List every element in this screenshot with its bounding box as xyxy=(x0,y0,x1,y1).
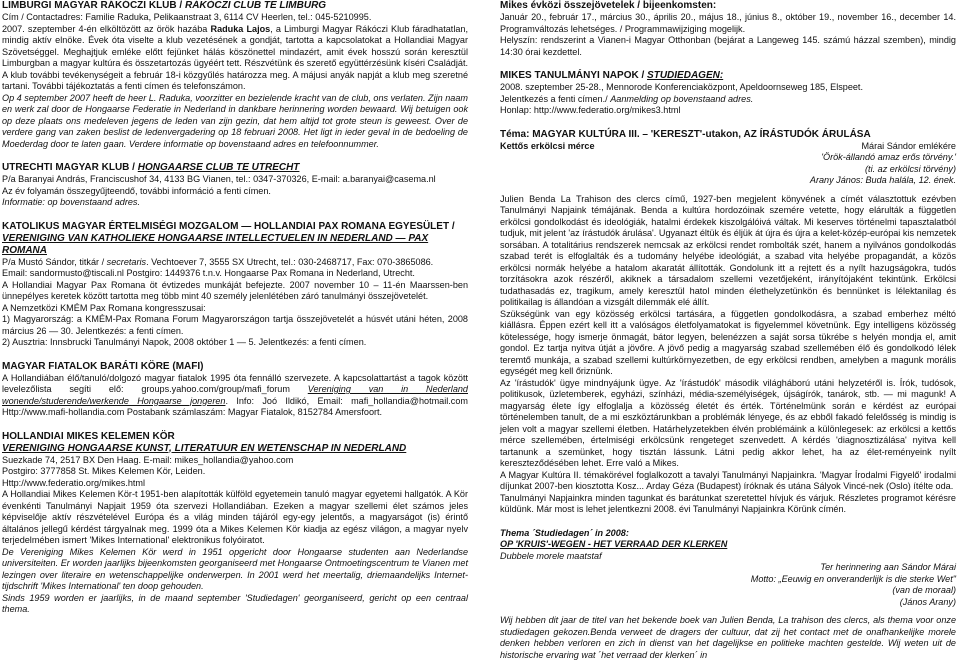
theme-subtitle-row xyxy=(500,141,956,153)
left-column xyxy=(2,0,468,616)
mikes-meetings-dates: Január 20., február 17., március 30., április 20., május 18., június 8., október 19., november 16., december 14. Programváltozás lehetséges. / Programmawijziging mogelijk. xyxy=(500,12,956,34)
utrecht-address: P/a Baranyai András, Franciscushof 34, 4133 BG Vianen, tel.: 0347-370326, E-mail: a.baranyai@casema.nl xyxy=(2,174,436,184)
theme-title: Téma: MAGYAR KULTÚRA III. – 'KERESZT'-utakon, AZ ÍRÁSTUDÓK ÁRULÁSA xyxy=(500,128,871,140)
theme-quote-note: (ti. az erkölcsi törvény) xyxy=(865,163,956,174)
benda-paragraph-5: Tanulmányi Napjainkra minden tagunkat és barátunkat szeretettel hívjuk és várjuk. Részletes programot kérésre küldünk. Már most is lehet jelentkezni 2008. évi Tanulmányi Napjainkra Körünk címén. xyxy=(500,492,956,514)
thema-motto: Motto: „Eeuwig en onveranderlijk is die sterke Wet" xyxy=(750,573,956,584)
right-column xyxy=(500,0,956,661)
theme-quote: 'Örök-állandó amaz erős törvény.' xyxy=(821,152,956,162)
mikes-meetings-heading: Mikes évközi összejövetelek / bijeenkomsten: xyxy=(500,0,717,11)
study-days-venue: 2008. szeptember 25-28., Mennorode Konferenciaközpont, Apeldoornseweg 185, Elspeet. xyxy=(500,82,863,92)
limburg-heading-dutch: RÁKÓCZI CLUB TE LIMBURG xyxy=(184,0,327,11)
thema-motto-source: (János Arany) xyxy=(899,596,956,607)
limburg-heading: LIMBURGI MAGYAR RÁKÓCZI KLUB / RÁKÓCZI CLUB TE LIMBURG xyxy=(2,0,327,11)
study-days-registration: Jelentkezés a fenti címen./ Aanmelding op bovenstaand adres. xyxy=(500,93,754,104)
mikes-text-nl: De Vereniging Mikes Kelemen Kör werd in 1951 opgericht door Hongaarse studenten aan Nederlandse universiteiten. Er worden jaarlijks bijeenkomsten georganiseerd met Hongaarse Ontmoetingscentrum te Vianen met lezingen over literaire en wetenschappelijke onderwerpen. In 2001 werd het meertalig, driemaandelijks Internet-tijdschrift 'Mikes International' ten doop gehouden. xyxy=(2,546,468,591)
thema-dedication: Ter herinnering aan Sándor Márai xyxy=(820,562,956,572)
thema-motto-note: (van de moraal) xyxy=(892,585,956,595)
utrecht-info-nl: Informatie: op bovenstaand adres. xyxy=(2,197,141,207)
katolikus-heading: KATOLIKUS MAGYAR ÉRTELMISÉGI MOZGALOM — HOLLANDIAI PAX ROMANA EGYESÜLET / VERENIGING VAN KATHOLIEKE HONGAARSE INTELLECTUELEN IN NEDERLAND — PAX ROMANA xyxy=(2,220,455,256)
study-days-homepage: Honlap: http://www.federatio.org/mikes3.html xyxy=(500,105,681,115)
benda-paragraph-4: A Magyar Kultúra II. témakörével foglalkozott a tavalyi Tanulmányi Napjainkra. 'Magyar Írodalmi Figyelő' irodalmi díjunkat 2007-ben kiosztotta Kosz... Arday Géza (Budapest) íróknak és utána Sályok Vincé-nek (Oslo) ítélte oda. xyxy=(500,469,956,491)
theme-quote-source: Arany János: Buda halála, 12. ének. xyxy=(809,175,956,185)
mikes-website: Http://www.federatio.org/mikes.html xyxy=(2,477,146,488)
benda-paragraph-2: Szükségünk van egy közösség erkölcsi tartására, a független gondolkodásra, a szabad emberhez méltó kiállásra. Éppen ezért kell itt a valóságos életfolyamatokat is figyelemmel követnünk. Egy intelligens közösség kötelessége, hogy ismerje önmagát, bátor legyen, belenézzen a saját sorsa tükrébe s helyén mondja el, amit gondol. Ez tartja nyitva útját a jövőre. A jövő pedig a magyarság szabad szellemében élő és gondolkodó lélek teremtő munkája, a szabad szellemi kultúrkörnyezetben, de egy erkölcsi rendben, amelyben a magunk morális egységét meg kell őriznünk. xyxy=(500,308,956,376)
limburg-text-nl: Op 4 september 2007 heeft de heer L. Raduka, voorzitter en bezielende kracht van de club, ons verlaten. Zijn naam en werk zal door de Hongaarse Federatie in Nederland in dankbare herinnering worden bewaard. Wij betuigen ook op deze plaats ons medeleven jegens de leden van zijn gezin, dat hem altijd tot grote steun is geweest. Over de verdere gang van zaken beslist de ledenvergadering op 18 februari 2008. Het ligt in ieder geval in de bedoeling de Moederdag door te laten gaan. Verdere informatie op bovenstaand adres en telefoonnummer. xyxy=(2,92,468,149)
mikes-meetings-location: Helyszín: rendszerint a Vianen-i Magyar Otthonban (bejárat a Langeweg 145. számú házzal szemben), mindig 14:30 órai kezdettel. xyxy=(500,35,956,57)
limburg-contact: Cím / Contactadres: Familie Raduka, Pelikaanstraat 3, 6114 CV Heerlen, tel.: 045-5210995. xyxy=(2,12,372,22)
mikes-postgiro: Postgiro: 3777858 St. Mikes Kelemen Kör, Leiden. xyxy=(2,466,206,476)
mikes-text-nl-2: Sinds 1959 worden er jaarlijks, in de maand september 'Studiedagen' georganiseerd, gericht op een centraal thema. xyxy=(2,592,468,614)
mikes-heading: HOLLANDIAI MIKES KELEMEN KÖR xyxy=(2,430,175,442)
katolikus-congress-heading: A Nemzetközi KMÉM Pax Romana kongresszusai: xyxy=(2,302,206,313)
theme-dedication: Márai Sándor emlékére xyxy=(861,140,956,151)
mafi-heading: MAGYAR FIATALOK BARÁTI KÖRE (MAFI) xyxy=(2,360,204,372)
thema-subtitle: Dubbele morele maatstaf xyxy=(500,550,602,561)
benda-paragraph-1: Julien Benda La Trahison des clercs című, 1927-ben megjelent könyvének a címét választottuk ezévben Tanulmányi Napjaink témájának. Benda a kultúra hordozóinak szemére vetette, hogy elárulták a független erkölcsi gondolkodást és ideológiák, hatalmi érdekek kiszolgálóivá váltak. Mi keserves történelmi tapasztalatból tudjuk, mit jelent 'az írástudók árulása'. Ugyanazt éltük és éljük át újra és újra a kelet-közép-európai kis nemzetek sorsában. A totalitárius rendszerek nemcsak az erkölcsi rendet rombolták szét, hanem a nyilvános gondolkodás szabad terét is elfoglalták és a tudomány helyébe ideológiát, a szabad vita helyébe propagandát, a közös erkölcsi normák helyébe a hatalom akaratát állították. Gondolunk itt a rejtett és a nyílt hazugságokra, tudós torzításokra azok részéről, akiknek a társadalom szellemi vezetőjeként, irányítójaként tekintünk. Erkölcsi tudathasadás ez, tragikum, amely keresztül hatol minden élethelyzetünkön és bennünket is lélektanilag és politikailag is állandóan a vizsgált dilemmák elé állít. xyxy=(500,193,956,307)
katolikus-congress-2: 2) Ausztria: Innsbrucki Tanulmányi Napok, 2008 október 1 — 5. Jelentkezés: a fenti címen. xyxy=(2,337,367,347)
katolikus-text: A Hollandiai Magyar Pax Romana öt évtizedes munkáját befejezte. 2007 november 10 – 11-én Maarssen-ben ünnepélyes keretek között tartotta meg több mint 40 személy jelenlétében záró tanulmányi összejövetelét. xyxy=(2,279,468,301)
thema-heading: Thema ´Studiedagen´ in 2008: xyxy=(500,527,629,538)
mikes-text-hu: A Hollandiai Mikes Kelemen Kör-t 1951-ben alapították külföld egyetemein tanuló magyar egyetemi hallgatók. A Kör évenkénti Tanulmányi Napjait 1959 óta szervezi Hollandiában. Ezeken a magyar szellemi élet számos jeles képviselője aktív részvételével Európa és a világ minden tájáról egy-egy jelentős, a magyarságot (is) érintő általános jellegű kérdést tárgyalnak meg. 1999 óta a Mikes Kelemen Kör kiadja az egész világon, a magyar nyelv terjedelmében ismert 'Mikes International' elektronikus folyóiratot. xyxy=(2,489,468,545)
mafi-text: A Hollandiában élő/tanuló/dolgozó magyar fiatalok 1995 óta fennálló szervezete. A kapcsolattartást a tagok között levelezőlista segíti elő: groups.yahoo.com/group/mafi_forum Vereniging van in Nederland wonende/studerende/werkende Hongaarse jongeren. Info: Joó Ildikó, Email: mafi_hollandia@hotmail.com Http://www.mafi-hollandia.com Postabank számlaszám: Magyar Fiatalok, 8152784 Amersfoort. xyxy=(2,372,468,417)
katolikus-address: P/a Mustó Sándor, titkár / secretaris. Vechtoever 7, 3555 SX Utrecht, tel.: 030-2468717, Fax: 070-3865086. xyxy=(2,256,434,267)
limburg-text-hu: 2007. szeptember 4-én elköltözött az örök hazába Raduka Lajos, a Limburgi Magyar Rákóczi Klub fáradhatatlan, mindig aktív elnöke. Évek óta viselte a klub vezetésének a gondját, tartotta a kapcsolatokat a Hollandiai Magyar Szövetséggel. Meghajtjuk emléke előtt fejünket hálás köszönettel mindazért, amit évek hosszú során keresztül Limburgban a magyar kultúra és összetartozás ügyéért tett. Részvétünk és szerető együttérzésünk kíséri Családját. A klub további tevékenységeit a február 18-i közgyűlés határozza meg. A májusi anyák napját a klub meg szeretné tartani. További tájékoztatás a fenti címen és telefonszámon. xyxy=(2,23,468,91)
utrecht-info-hu: Az év folyamán összegyűjteendő, további információ a fenti címen. xyxy=(2,185,271,196)
utrecht-heading: UTRECHTI MAGYAR KLUB / HONGAARSE CLUB TE UTRECHT xyxy=(2,162,300,173)
thema-text-nl: Wij hebben dit jaar de titel van het bekende boek van Julien Benda, La trahison des clercs, als thema voor onze studiedagen gekozen.Benda verweet de dragers der cultuur, dat zij het contact met de onafhankelijke morele denken hebben verloren en zich in dienst van het dagelijkse en politieke machten gestelde. Wij weten uit de historische ervaring wat ´het verraad der klerken´ in xyxy=(500,615,956,660)
katolikus-email: Email: sandormusto@tiscali.nl Postgiro: 1449376 t.n.v. Hongaarse Pax Romana in Nederland, Utrecht. xyxy=(2,268,415,278)
mikes-address: Suezkade 74, 2517 BX Den Haag. E-mail: mikes_hollandia@yahoo.com xyxy=(2,454,294,465)
study-days-heading: MIKES TANULMÁNYI NAPOK / STUDIEDAGEN: xyxy=(500,70,724,81)
theme-subtitle: Kettős erkölcsi mérce xyxy=(500,140,595,151)
mikes-heading-dutch: VERENIGING HONGAARSE KUNST, LITERATUUR EN WETENSCHAP IN NEDERLAND xyxy=(2,442,407,454)
thema-title: OP 'KRUIS'-WEGEN - HET VERRAAD DER KLERKEN xyxy=(500,539,728,549)
benda-paragraph-3: Az 'írástudók' ügye mindnyájunk ügye. Az 'írástudók' második világháború utáni helyzetéről is. Írók, tudósok, politikusok, üzletemberek, egyházi, színházi, média-személyiségek, újságírók, tanárok, stb. — mi magunk! A magyarság élete így elfoglalja a közösség életét és érték. Történelmünk során e kérdést az európai történelemben tanult, de a mi eszköztárunkban a problémák lényege, és az ebből fakadó felelősség is mindig is jelen volt a magyar szellemi életben. Határhelyzetekben élvén problémáink a különlegesek: az erkölcsi a kettős mérce szellemében, értelmiségi erkölcsünk rengeteget szenvedett. A kérdés 'diagnosztizálása' nyitva kell tartanunk a szemünket, hogy tisztán lássunk. Látni pedig akkor lehet, ha az élet-reményeink nyílt kereszteződésében lehet. Erre való a Mikes. xyxy=(500,377,956,468)
katolikus-congress-1: 1) Magyarország: a KMÉM-Pax Romana Forum Magyarországon tartja összejövetelét a húsvét utáni héten, 2008 március 26 — 30. Jelentkezés: a fenti címen. xyxy=(2,314,468,336)
